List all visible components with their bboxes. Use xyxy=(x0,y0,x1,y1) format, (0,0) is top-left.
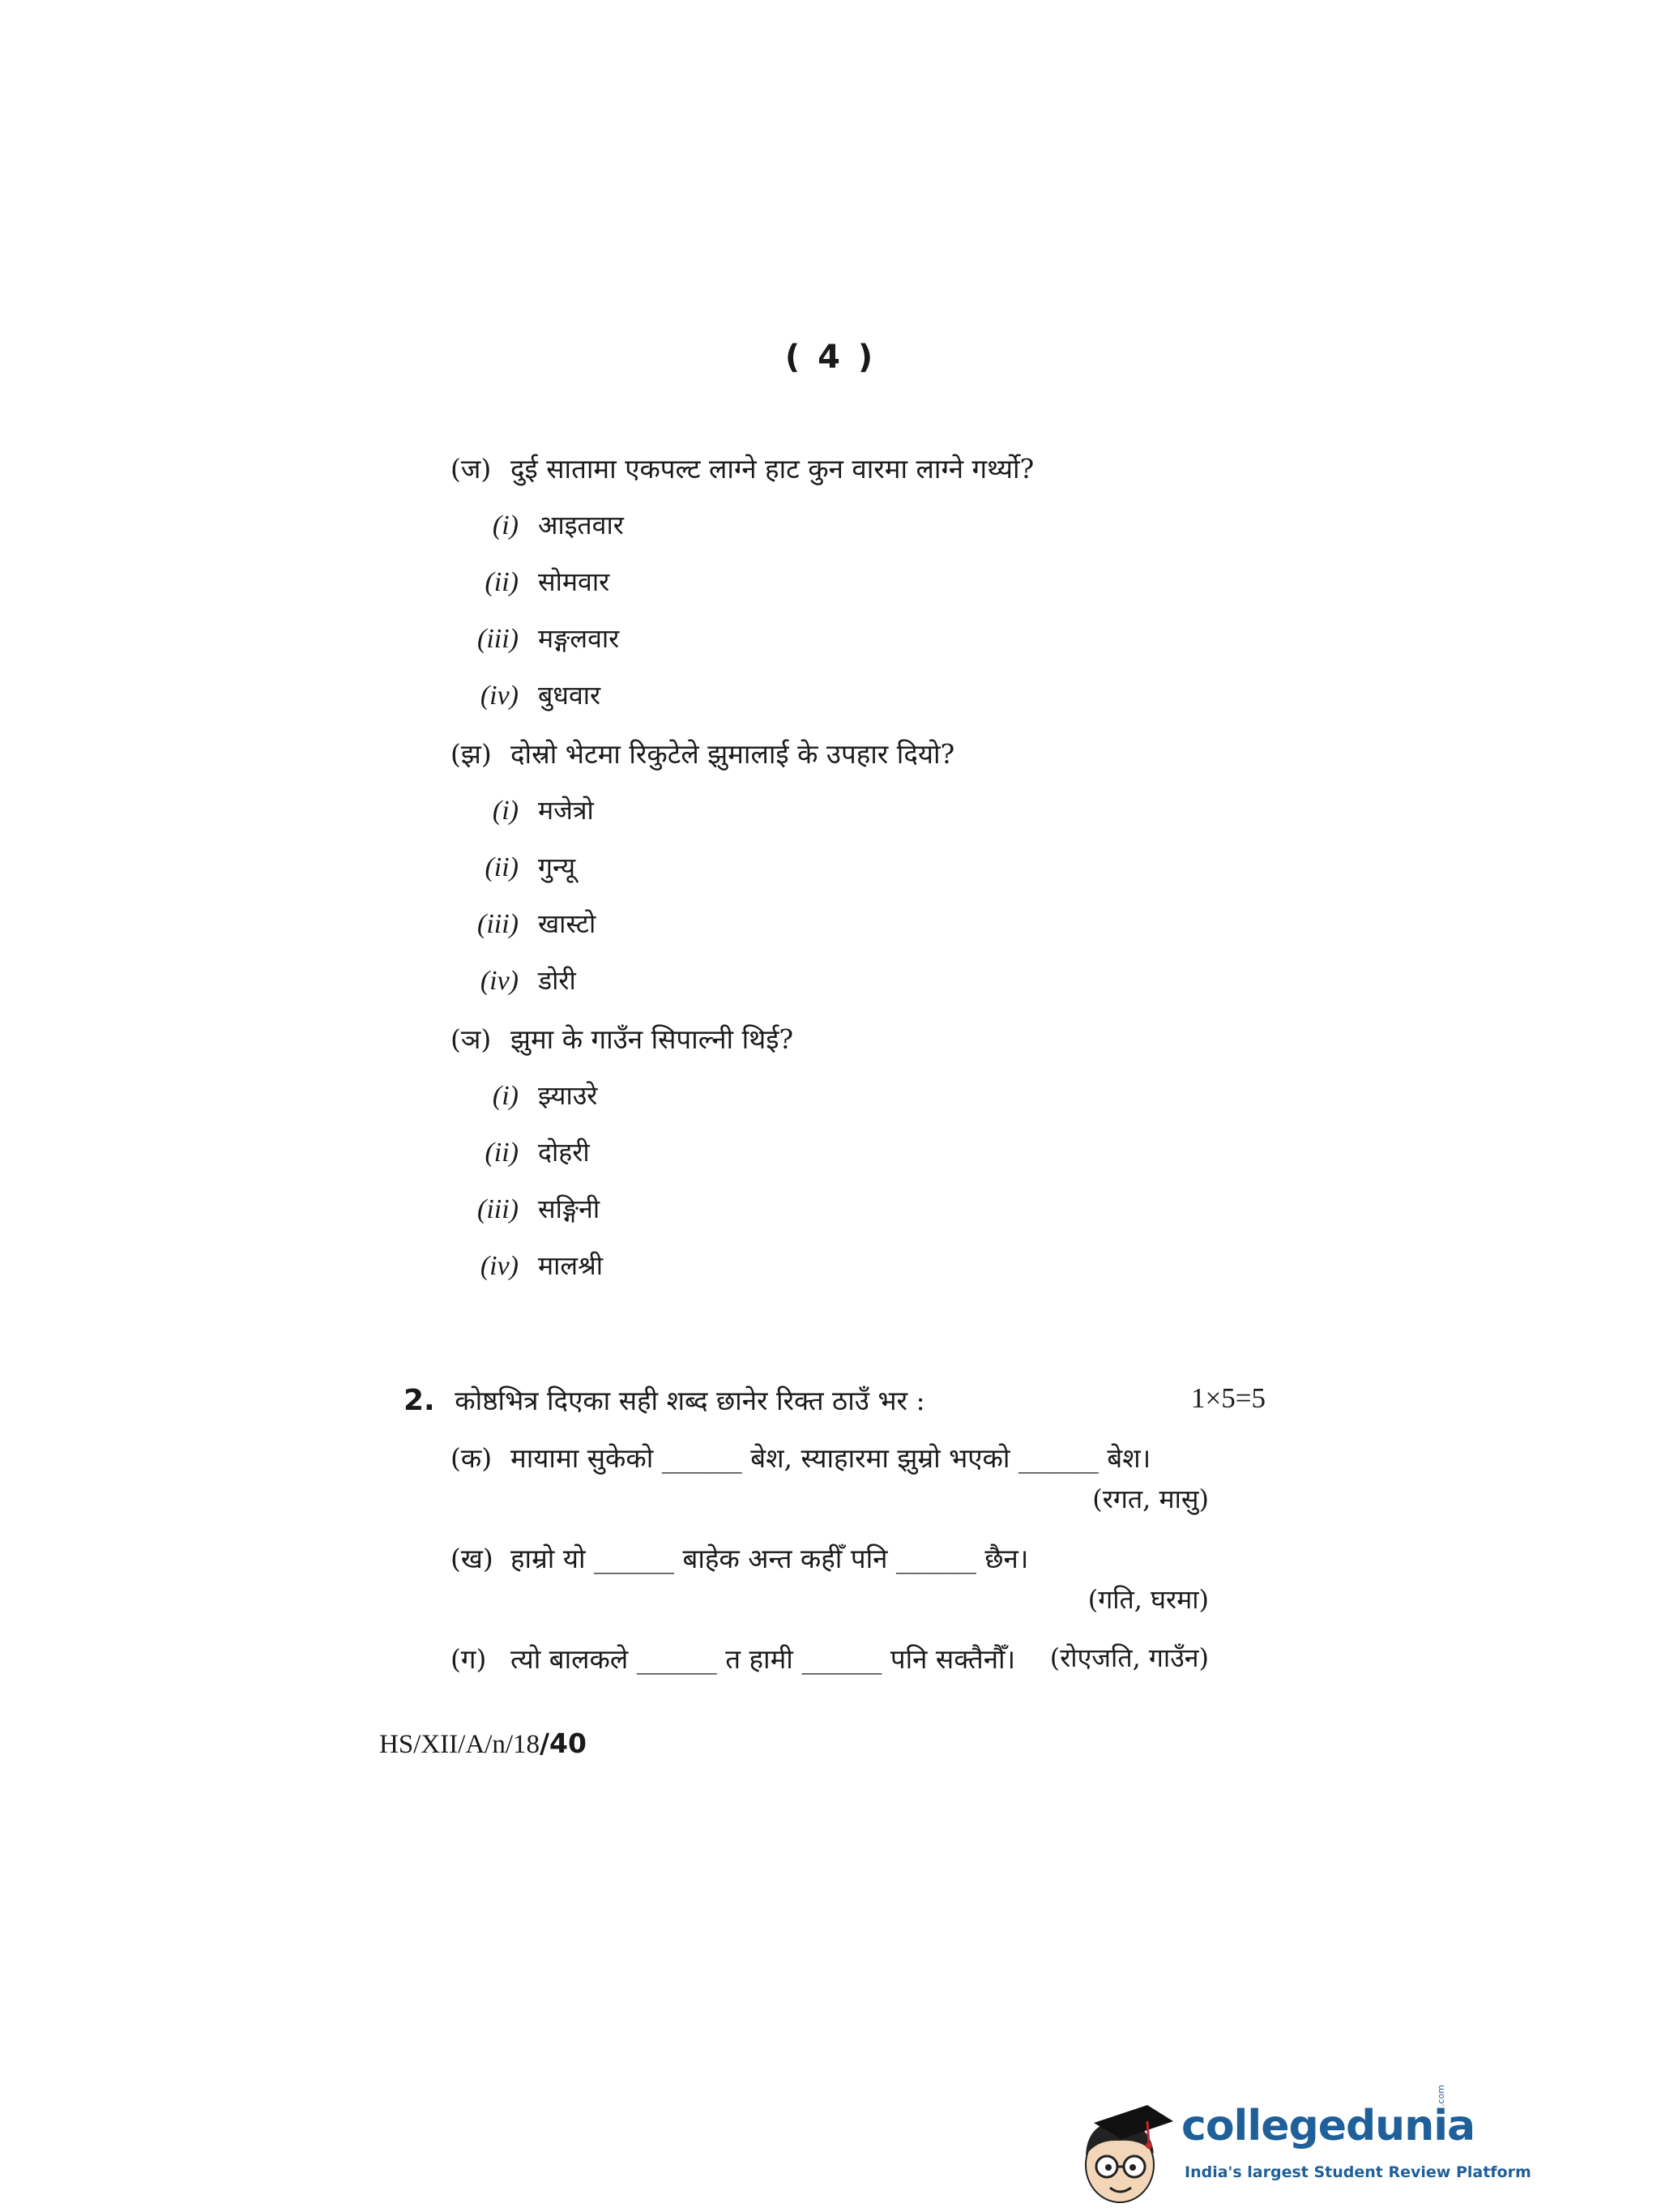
logo-domain: .com xyxy=(1436,2085,1446,2107)
question-label: (झ) xyxy=(450,738,492,770)
item-hint: (रगत, मासु) xyxy=(1092,1484,1209,1514)
option-number: (i) xyxy=(492,796,519,826)
option-number: (i) xyxy=(492,510,519,540)
option xyxy=(454,963,576,997)
question-label: (ञ) xyxy=(450,1023,492,1055)
paper-code-prefix: HS/XII/A/n/18 xyxy=(379,1730,540,1759)
option-text: सङ्गिनी xyxy=(538,1194,600,1224)
item-hint: (रोएजति, गाउँन) xyxy=(1049,1642,1209,1673)
section-instruction: कोष्ठभित्र दिएका सही शब्द छानेर रिक्त ठाउँ भर : xyxy=(455,1385,925,1416)
option-number: (ii) xyxy=(485,852,519,882)
item-text: हाम्रो यो ______ बाहेक अन्त कहीँ पनि ______ छैन। xyxy=(510,1543,1029,1574)
option xyxy=(454,906,596,941)
option-number: (ii) xyxy=(485,1138,519,1168)
question-text: दुई सातामा एकपल्ट लाग्ने हाट कुन वारमा लाग्ने गर्थ्यो? xyxy=(510,453,1035,485)
option xyxy=(454,1134,590,1169)
option-text: सोमवार xyxy=(538,566,610,597)
logo-tagline: India's largest Student Review Platform xyxy=(1185,2163,1531,2181)
option-text: गुन्यू xyxy=(538,852,576,882)
option xyxy=(454,507,624,542)
option xyxy=(454,1078,597,1112)
item-hint: (गति, घरमा) xyxy=(1087,1584,1209,1615)
item-text: मायामा सुकेको ______ बेश, स्याहारमा झुम्रो भएको ______ बेश। xyxy=(510,1442,1151,1474)
option-text: मालश्री xyxy=(538,1250,604,1281)
option-number: (iv) xyxy=(480,966,519,996)
paper-code xyxy=(379,1727,587,1760)
option-number: (i) xyxy=(492,1081,519,1111)
paper-code-suffix: /40 xyxy=(540,1727,587,1759)
option-text: मङ्गलवार xyxy=(538,623,620,654)
question-text: दोस्रो भेटमा रिकुटेले झुमालाई के उपहार दियो? xyxy=(510,738,955,770)
option xyxy=(454,677,600,712)
question-text: झुमा के गाउँन सिपाल्नी थिई? xyxy=(510,1023,794,1055)
option-text: बुधवार xyxy=(538,680,601,711)
fill-item-kha xyxy=(450,1539,1028,1576)
option-number: (iii) xyxy=(477,909,519,939)
section-2-header xyxy=(404,1381,925,1418)
fill-item-ka xyxy=(450,1439,1151,1475)
option-text: आइतवार xyxy=(538,510,624,540)
question-nya xyxy=(450,1020,793,1057)
option-number: (iv) xyxy=(480,1251,519,1281)
item-label: (ग) xyxy=(450,1643,487,1675)
logo-wordmark: collegedunia xyxy=(1181,2102,1475,2150)
mascot-icon xyxy=(1070,2090,1179,2209)
option xyxy=(454,792,594,827)
option xyxy=(454,1248,603,1283)
collegedunia-logo xyxy=(1070,2085,1531,2209)
option-text: मजेत्रो xyxy=(538,795,594,826)
page-number: ( 4 ) xyxy=(784,339,877,376)
section-marks: 1×5=5 xyxy=(1191,1382,1266,1414)
section-number: 2. xyxy=(404,1384,435,1417)
item-label: (क) xyxy=(450,1442,493,1474)
fill-item-ga xyxy=(450,1640,1015,1676)
option-text: डोरी xyxy=(538,965,576,996)
option-number: (iv) xyxy=(480,681,519,711)
item-label: (ख) xyxy=(450,1543,493,1574)
option xyxy=(454,849,575,884)
option-text: खास्टो xyxy=(538,908,596,939)
option xyxy=(454,1191,600,1226)
item-text: त्यो बालकले ______ त हामी ______ पनि सक्तैनौँ। xyxy=(510,1643,1016,1675)
option xyxy=(454,621,619,655)
option xyxy=(454,564,609,599)
question-label: (ज) xyxy=(450,453,492,485)
option-number: (iii) xyxy=(477,1194,519,1224)
question-jha xyxy=(450,735,954,771)
option-text: झ्याउरे xyxy=(538,1080,598,1111)
option-text: दोहरी xyxy=(538,1137,590,1168)
question-ja xyxy=(450,450,1034,486)
option-number: (iii) xyxy=(477,624,519,654)
option-number: (ii) xyxy=(485,567,519,597)
